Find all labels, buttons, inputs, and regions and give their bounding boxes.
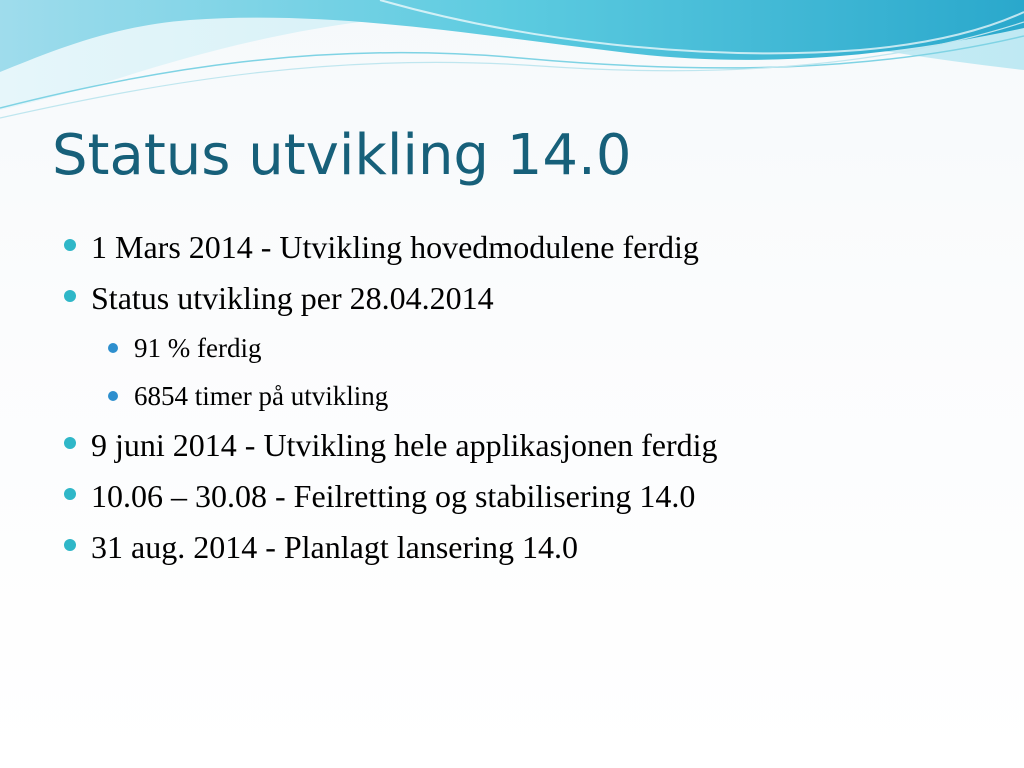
bullet-dot-icon: [64, 488, 76, 500]
bullet-dot-icon: [64, 437, 76, 449]
bullet-item: [62, 222, 1002, 273]
slide-title: Status utvikling 14.0: [52, 123, 632, 188]
sub-bullet-item: [62, 324, 1002, 372]
bullet-item: [62, 420, 1002, 471]
bullet-item: [62, 273, 1002, 324]
sub-bullet-item: [62, 372, 1002, 420]
bullet-dot-icon: [64, 539, 76, 551]
bullet-item: [62, 522, 1002, 573]
header-wave-decoration: [0, 0, 1024, 130]
bullet-dot-icon: [64, 290, 76, 302]
bullet-list: [62, 222, 1002, 573]
bullet-item: [62, 471, 1002, 522]
sub-bullet-dot-icon: [108, 391, 118, 401]
bullet-dot-icon: [64, 239, 76, 251]
bullet-text: 9 juni 2014 - Utvikling hele applikasjonen ferdig: [91, 427, 718, 463]
sub-bullet-text: 6854 timer på utvikling: [134, 381, 389, 411]
bullet-text: 1 Mars 2014 - Utvikling hovedmodulene ferdig: [91, 229, 699, 265]
bullet-text: 10.06 – 30.08 - Feilretting og stabilisering 14.0: [91, 478, 696, 514]
sub-bullet-dot-icon: [108, 343, 118, 353]
bullet-text: Status utvikling per 28.04.2014: [91, 280, 494, 316]
bullet-text: 31 aug. 2014 - Planlagt lansering 14.0: [91, 529, 579, 565]
sub-bullet-text: 91 % ferdig: [134, 333, 262, 363]
